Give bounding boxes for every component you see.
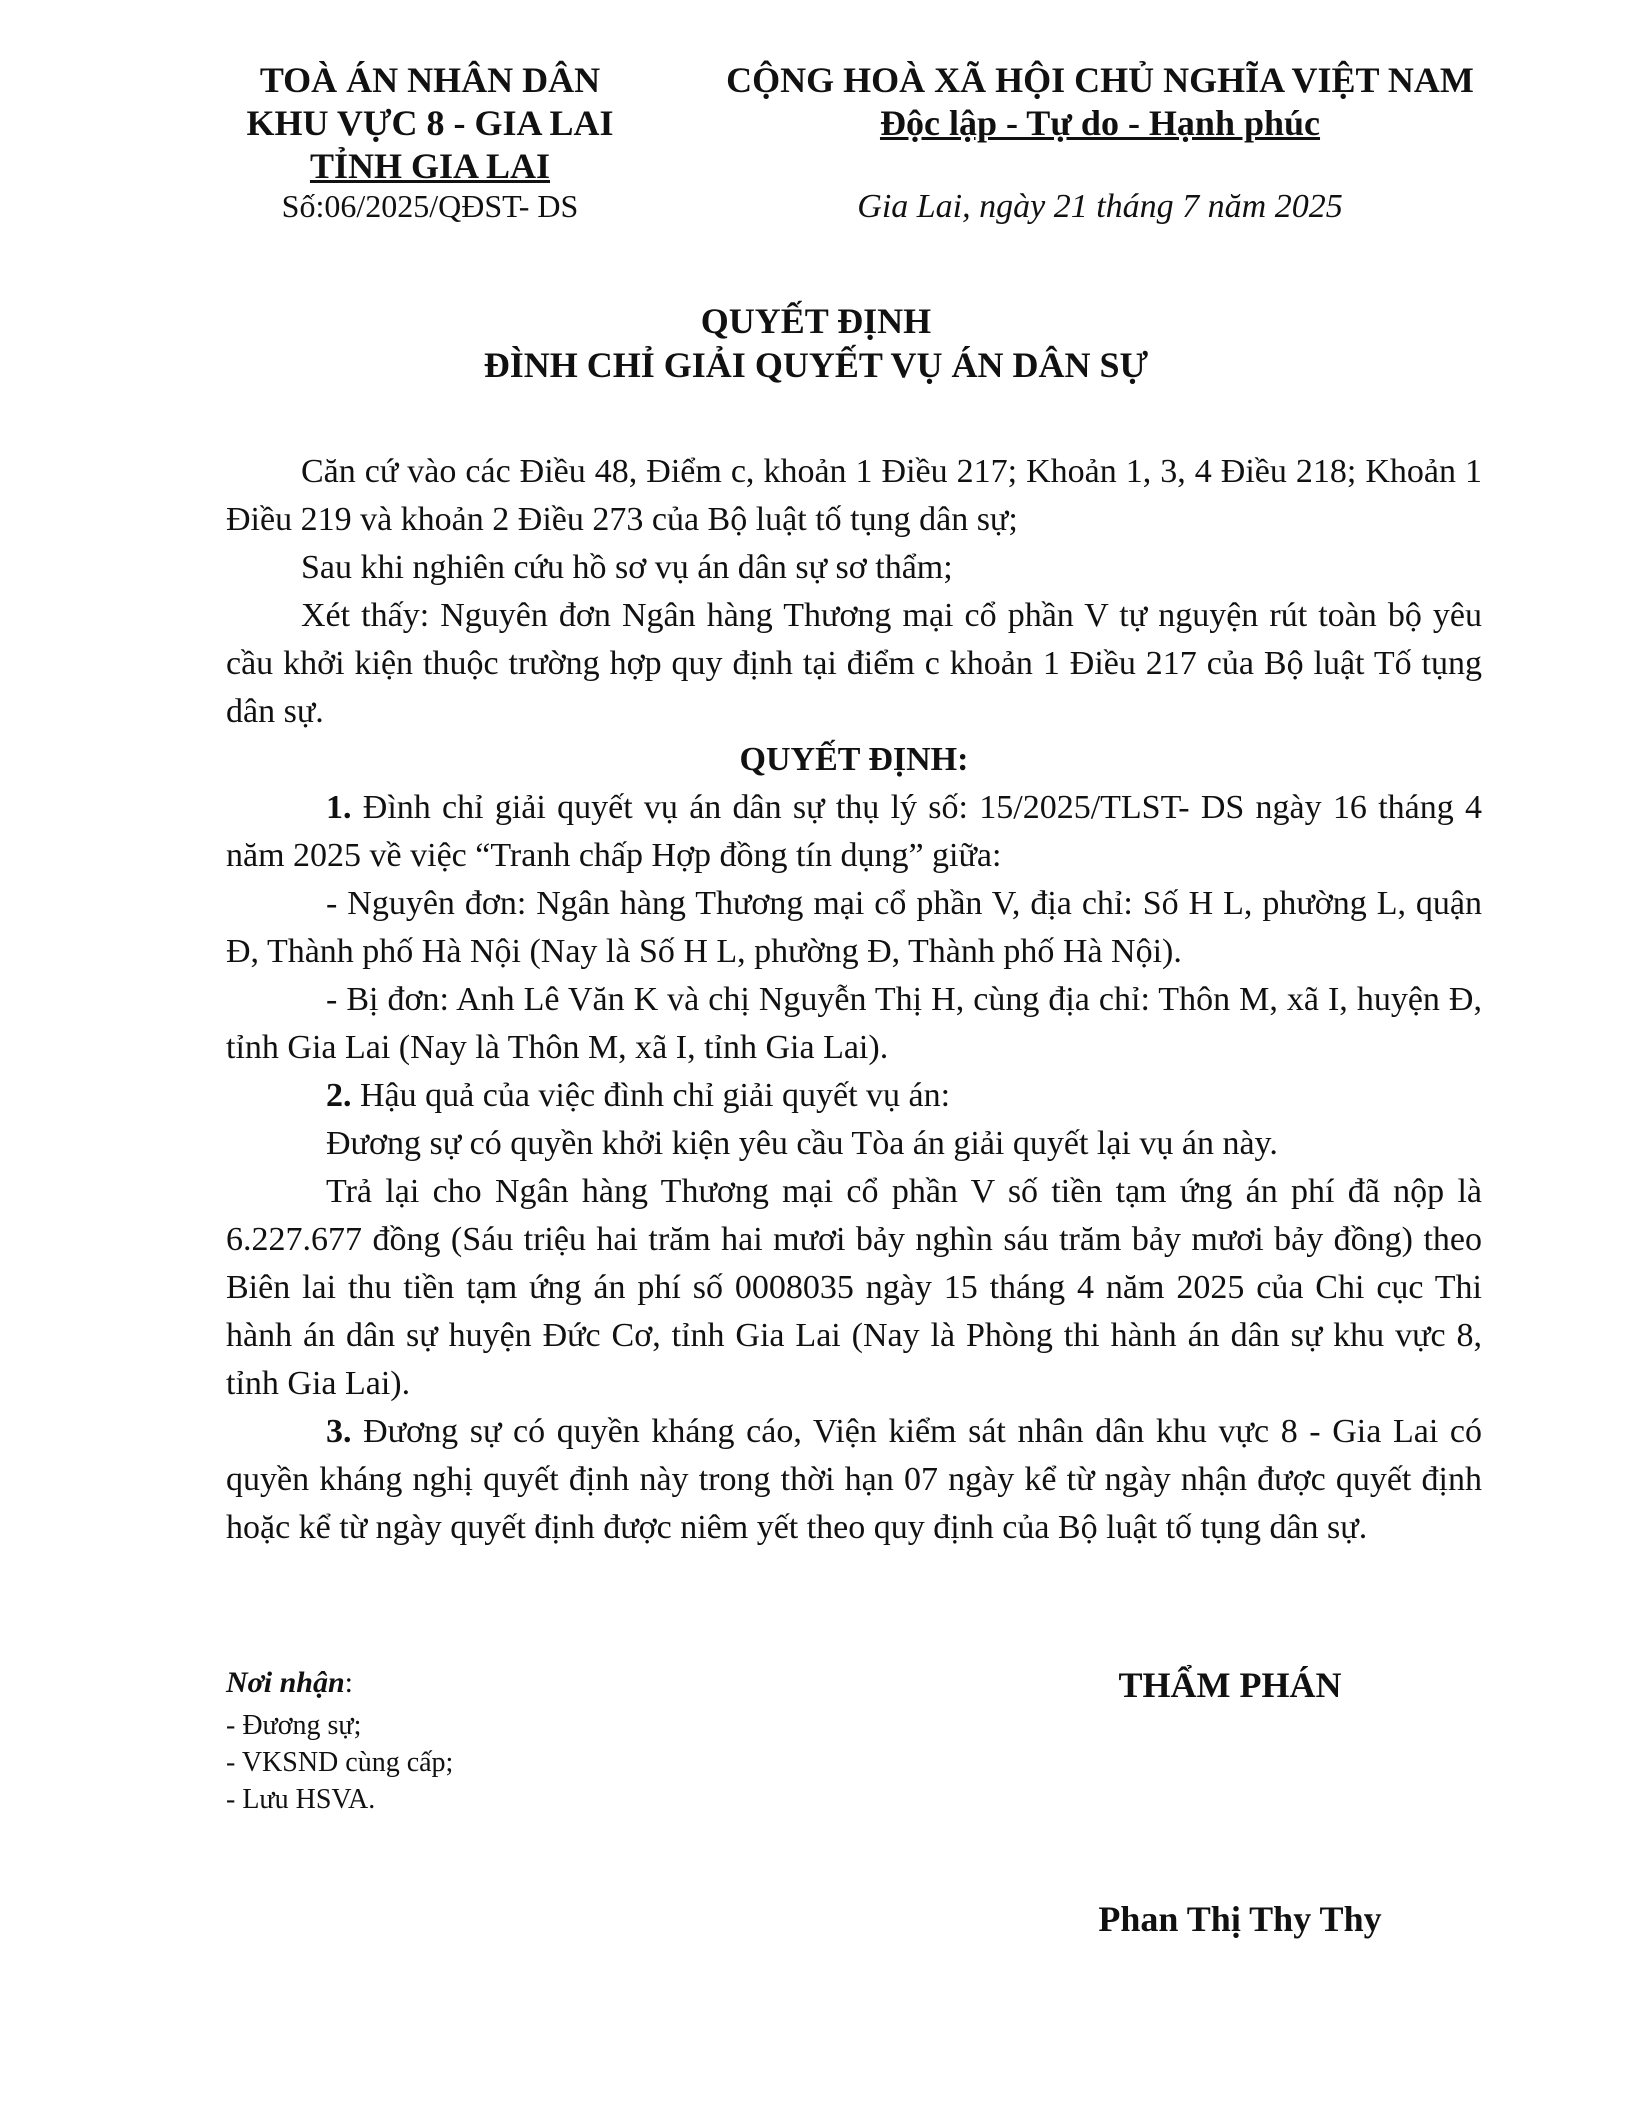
item-2-text: Hậu quả của việc đình chỉ giải quyết vụ án:: [360, 1077, 951, 1114]
item-1-number: 1.: [326, 789, 352, 826]
document-title: QUYẾT ĐỊNH: [700, 301, 932, 341]
recipients-colon: :: [344, 1666, 353, 1699]
item-3-number: 3.: [326, 1413, 352, 1450]
document-body: [226, 448, 1482, 1552]
decision-item-1: [226, 784, 1482, 880]
plaintiff-info: - Nguyên đơn: Ngân hàng Thương mại cổ phần V, địa chỉ: Số H L, phường L, quận Đ, Thành phố Hà Nội (Nay là Số H L, phường Đ, Thành phố Hà Nội).: [226, 885, 1482, 970]
court-name-line2: KHU VỰC 8 - GIA LAI: [246, 103, 614, 143]
decision-heading: QUYẾT ĐỊNH:: [739, 741, 969, 778]
item-3-text: Đương sự có quyền kháng cáo, Viện kiểm sát nhân dân khu vực 8 - Gia Lai có quyền kháng nghị quyết định này trong thời hạn 07 ngày kể từ ngày nhận được quyết định hoặc kể từ ngày quyết định được niêm yết theo quy định của Bộ luật tố tụng dân sự.: [226, 1413, 1482, 1546]
after-study: Sau khi nghiên cứu hồ sơ vụ án dân sự sơ thẩm;: [301, 549, 953, 586]
national-title: CỘNG HOÀ XÃ HỘI CHỦ NGHĨA VIỆT NAM: [726, 60, 1474, 100]
judge-name: Phan Thị Thy Thy: [1098, 1899, 1382, 1939]
decision-number: Số:06/2025/QĐST- DS: [281, 188, 579, 224]
recipients-title: [226, 1666, 353, 1700]
recipient-item: - Lưu HSVA.: [226, 1784, 376, 1815]
decision-item-2: [226, 1072, 1482, 1120]
national-motto-line: [690, 101, 1510, 145]
decision-item-3: [226, 1408, 1482, 1552]
court-province: TỈNH GIA LAI: [309, 146, 551, 186]
fee-refund: Trả lại cho Ngân hàng Thương mại cổ phần V số tiền tạm ứng án phí đã nộp là 6.227.677 đồng (Sáu triệu hai trăm hai mươi bảy nghìn sáu trăm bảy mươi bảy đồng) theo Biên lai thu tiền tạm ứng án phí số 0008035 ngày 15 tháng 4 năm 2025 của Chi cục Thi hành án dân sự huyện Đức Cơ, tỉnh Gia Lai (Nay là Phòng thi hành án dân sự khu vực 8, tỉnh Gia Lai).: [226, 1173, 1482, 1402]
issue-date: Gia Lai, ngày 21 tháng 7 năm 2025: [857, 188, 1343, 225]
court-name-line3: [190, 144, 670, 188]
judge-title: THẨM PHÁN: [1118, 1665, 1342, 1705]
defendant-info: - Bị đơn: Anh Lê Văn K và chị Nguyễn Thị H, cùng địa chỉ: Thôn M, xã I, huyện Đ, tỉnh Gia Lai (Nay là Thôn M, xã I, tỉnh Gia Lai).: [226, 981, 1482, 1066]
recipients-label: Nơi nhận: [226, 1666, 345, 1699]
court-name-line1: TOÀ ÁN NHÂN DÂN: [259, 60, 601, 100]
considering: Xét thấy: Nguyên đơn Ngân hàng Thương mại cổ phần V tự nguyện rút toàn bộ yêu cầu khởi kiện thuộc trường hợp quy định tại điểm c khoản 1 Điều 217 của Bộ luật Tố tụng dân sự.: [226, 597, 1482, 730]
right-to-resue: Đương sự có quyền khởi kiện yêu cầu Tòa án giải quyết lại vụ án này.: [326, 1125, 1278, 1162]
national-motto: Độc lập - Tự do - Hạnh phúc: [879, 103, 1321, 143]
recipient-item: - VKSND cùng cấp;: [226, 1747, 454, 1778]
recipient-item: - Đương sự;: [226, 1710, 362, 1741]
item-1-text: Đình chỉ giải quyết vụ án dân sự thụ lý số: 15/2025/TLST- DS ngày 16 tháng 4 năm 2025 về việc “Tranh chấp Hợp đồng tín dụng” giữa:: [226, 789, 1483, 874]
item-2-number: 2.: [326, 1077, 352, 1114]
document-subtitle: ĐÌNH CHỈ GIẢI QUYẾT VỤ ÁN DÂN SỰ: [483, 345, 1149, 385]
legal-basis: Căn cứ vào các Điều 48, Điểm c, khoản 1 Điều 217; Khoản 1, 3, 4 Điều 218; Khoản 1 Điều 219 và khoản 2 Điều 273 của Bộ luật tố tụng dân sự;: [226, 453, 1482, 538]
